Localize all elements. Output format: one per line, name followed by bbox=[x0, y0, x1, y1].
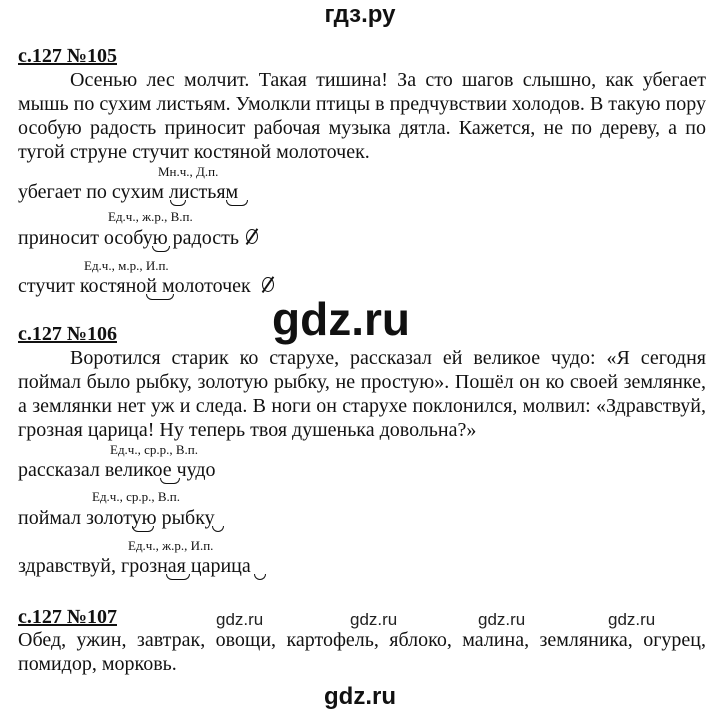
ending-mark bbox=[160, 478, 180, 484]
ending-mark bbox=[132, 526, 154, 532]
phrase-note: Ед.ч., ж.р., В.п. bbox=[108, 209, 193, 224]
watermark: gdz.ru bbox=[478, 610, 526, 629]
phrase-note: Ед.ч., ср.р., В.п. bbox=[92, 489, 180, 504]
phrase: стучит костяной молоточек bbox=[18, 275, 251, 297]
ending-mark bbox=[152, 246, 170, 252]
phrase-note: Ед.ч., м.р., И.п. bbox=[84, 258, 169, 273]
ending-mark bbox=[226, 200, 248, 206]
watermark: gdz.ru bbox=[272, 293, 410, 345]
zero-ending-mark bbox=[262, 277, 274, 292]
phrase-note: Ед.ч., ср.р., В.п. bbox=[110, 442, 198, 457]
phrase-note: Ед.ч., ж.р., И.п. bbox=[128, 538, 214, 553]
watermark: gdz.ru bbox=[608, 610, 656, 629]
exercise-105-title: с.127 №105 bbox=[18, 45, 117, 67]
exercise-105-text: Осенью лес молчит. Такая тишина! За сто шагов слышно, как убегает мышь по сухим листьям. Умолкли птицы в предчувствии холодов. В такую пору особую радость приносит рабочая музыка дятла. Кажется, не по дереву, а по тугой струне стучит костяной молоточек. bbox=[18, 69, 706, 163]
site-footer: gdz.ru bbox=[324, 683, 396, 710]
phrase: убегает по сухим листьям bbox=[18, 181, 239, 203]
exercise-107-title: с.127 №107 bbox=[18, 606, 117, 628]
site-header: гдз.ру bbox=[324, 1, 396, 28]
ending-mark bbox=[254, 574, 266, 580]
ending-mark bbox=[212, 526, 224, 532]
phrase: приносит особую радость bbox=[18, 227, 239, 249]
watermark: gdz.ru bbox=[350, 610, 398, 629]
phrase: здравствуй, грозная царица bbox=[18, 555, 251, 577]
phrase-note: Мн.ч., Д.п. bbox=[158, 164, 219, 179]
ending-mark bbox=[166, 574, 190, 580]
exercise-107-text: Обед, ужин, завтрак, овощи, картофель, яблоко, малина, земляника, огурец, помидор, морковь. bbox=[18, 629, 706, 675]
phrase: рассказал великое чудо bbox=[18, 459, 216, 481]
exercise-106-title: с.127 №106 bbox=[18, 323, 117, 345]
watermark: gdz.ru bbox=[216, 610, 264, 629]
ending-mark bbox=[170, 200, 186, 206]
exercise-106-text: Воротился старик ко старухе, рассказал ей великое чудо: «Я сегодня поймал было рыбку, золотую рыбку, не простую». Пошёл он ко своей землянке, а землянки нет уж и следа. В ноги он старухе поклонился, молвил: «Здравствуй, грозная царица! Ну теперь твоя душенька довольна?» bbox=[18, 347, 706, 441]
ending-mark bbox=[146, 294, 174, 300]
phrase: поймал золотую рыбку bbox=[18, 507, 215, 529]
zero-ending-mark bbox=[246, 229, 258, 244]
